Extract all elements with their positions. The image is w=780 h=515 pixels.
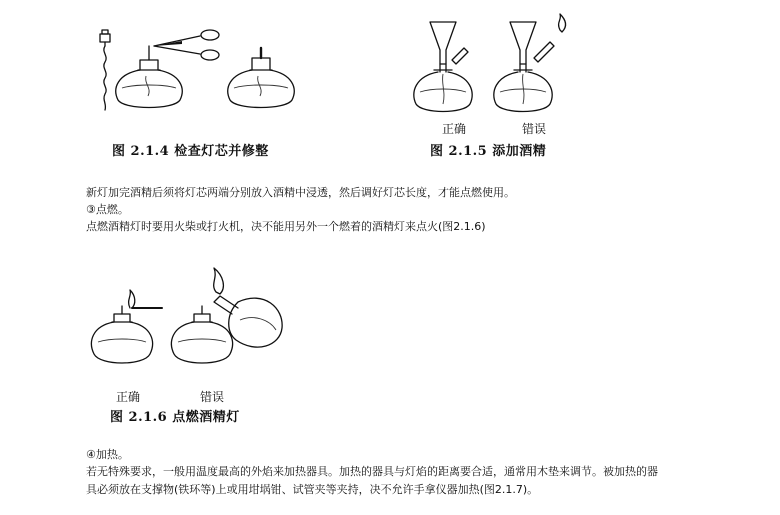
figure-2-1-4-caption: 图 2.1.4 检查灯芯并修整	[112, 144, 269, 159]
paragraph-heating-line2: 具必须放在支撑物(铁环等)上或用坩埚钳、试管夹等夹持，决不允许手拿仪器加热(图2.1.7)。	[86, 483, 539, 496]
lamp-match-correct	[91, 290, 162, 363]
figure-2-1-6-caption: 图 2.1.6 点燃酒精灯	[110, 410, 240, 425]
figure-2-1-5-drawing	[410, 12, 580, 117]
paragraph-heating-line1: 若无特殊要求，一般用温度最高的外焰来加热器具。加热的器具与灯焰的距离要合适，通常用木垫来调节。被加热的器	[86, 465, 658, 478]
figure-2-1-4-drawing	[90, 28, 300, 128]
lamp-lit-wrong	[171, 306, 232, 363]
lamp-wrong-drawing	[494, 14, 566, 112]
fig216-label-wrong: 错误	[200, 390, 225, 404]
figure-2-1-6-drawing	[88, 262, 288, 382]
paragraph-ignite: 点燃酒精灯时要用火柴或打火机，决不能用另外一个燃着的酒精灯来点火(图2.1.6)	[86, 220, 486, 233]
fig216-label-correct: 正确	[116, 390, 141, 404]
fig215-label-correct: 正确	[442, 122, 467, 136]
alcohol-lamp-right	[228, 48, 294, 108]
wick-holder-drawing	[100, 30, 110, 110]
tilted-burning-lamp	[214, 268, 282, 347]
lamp-correct-drawing	[414, 22, 472, 112]
fig215-label-wrong: 错误	[522, 122, 547, 136]
figure-2-1-5-caption: 图 2.1.5 添加酒精	[430, 144, 547, 159]
alcohol-lamp-left	[116, 46, 182, 108]
paragraph-new-lamp: 新灯加完酒精后须将灯芯两端分别放入酒精中浸透，然后调好灯芯长度，才能点燃使用。	[86, 186, 515, 199]
heading-heating: ④加热。	[86, 448, 129, 461]
scissors-drawing	[154, 30, 219, 60]
heading-ignite: ③点燃。	[86, 203, 129, 216]
